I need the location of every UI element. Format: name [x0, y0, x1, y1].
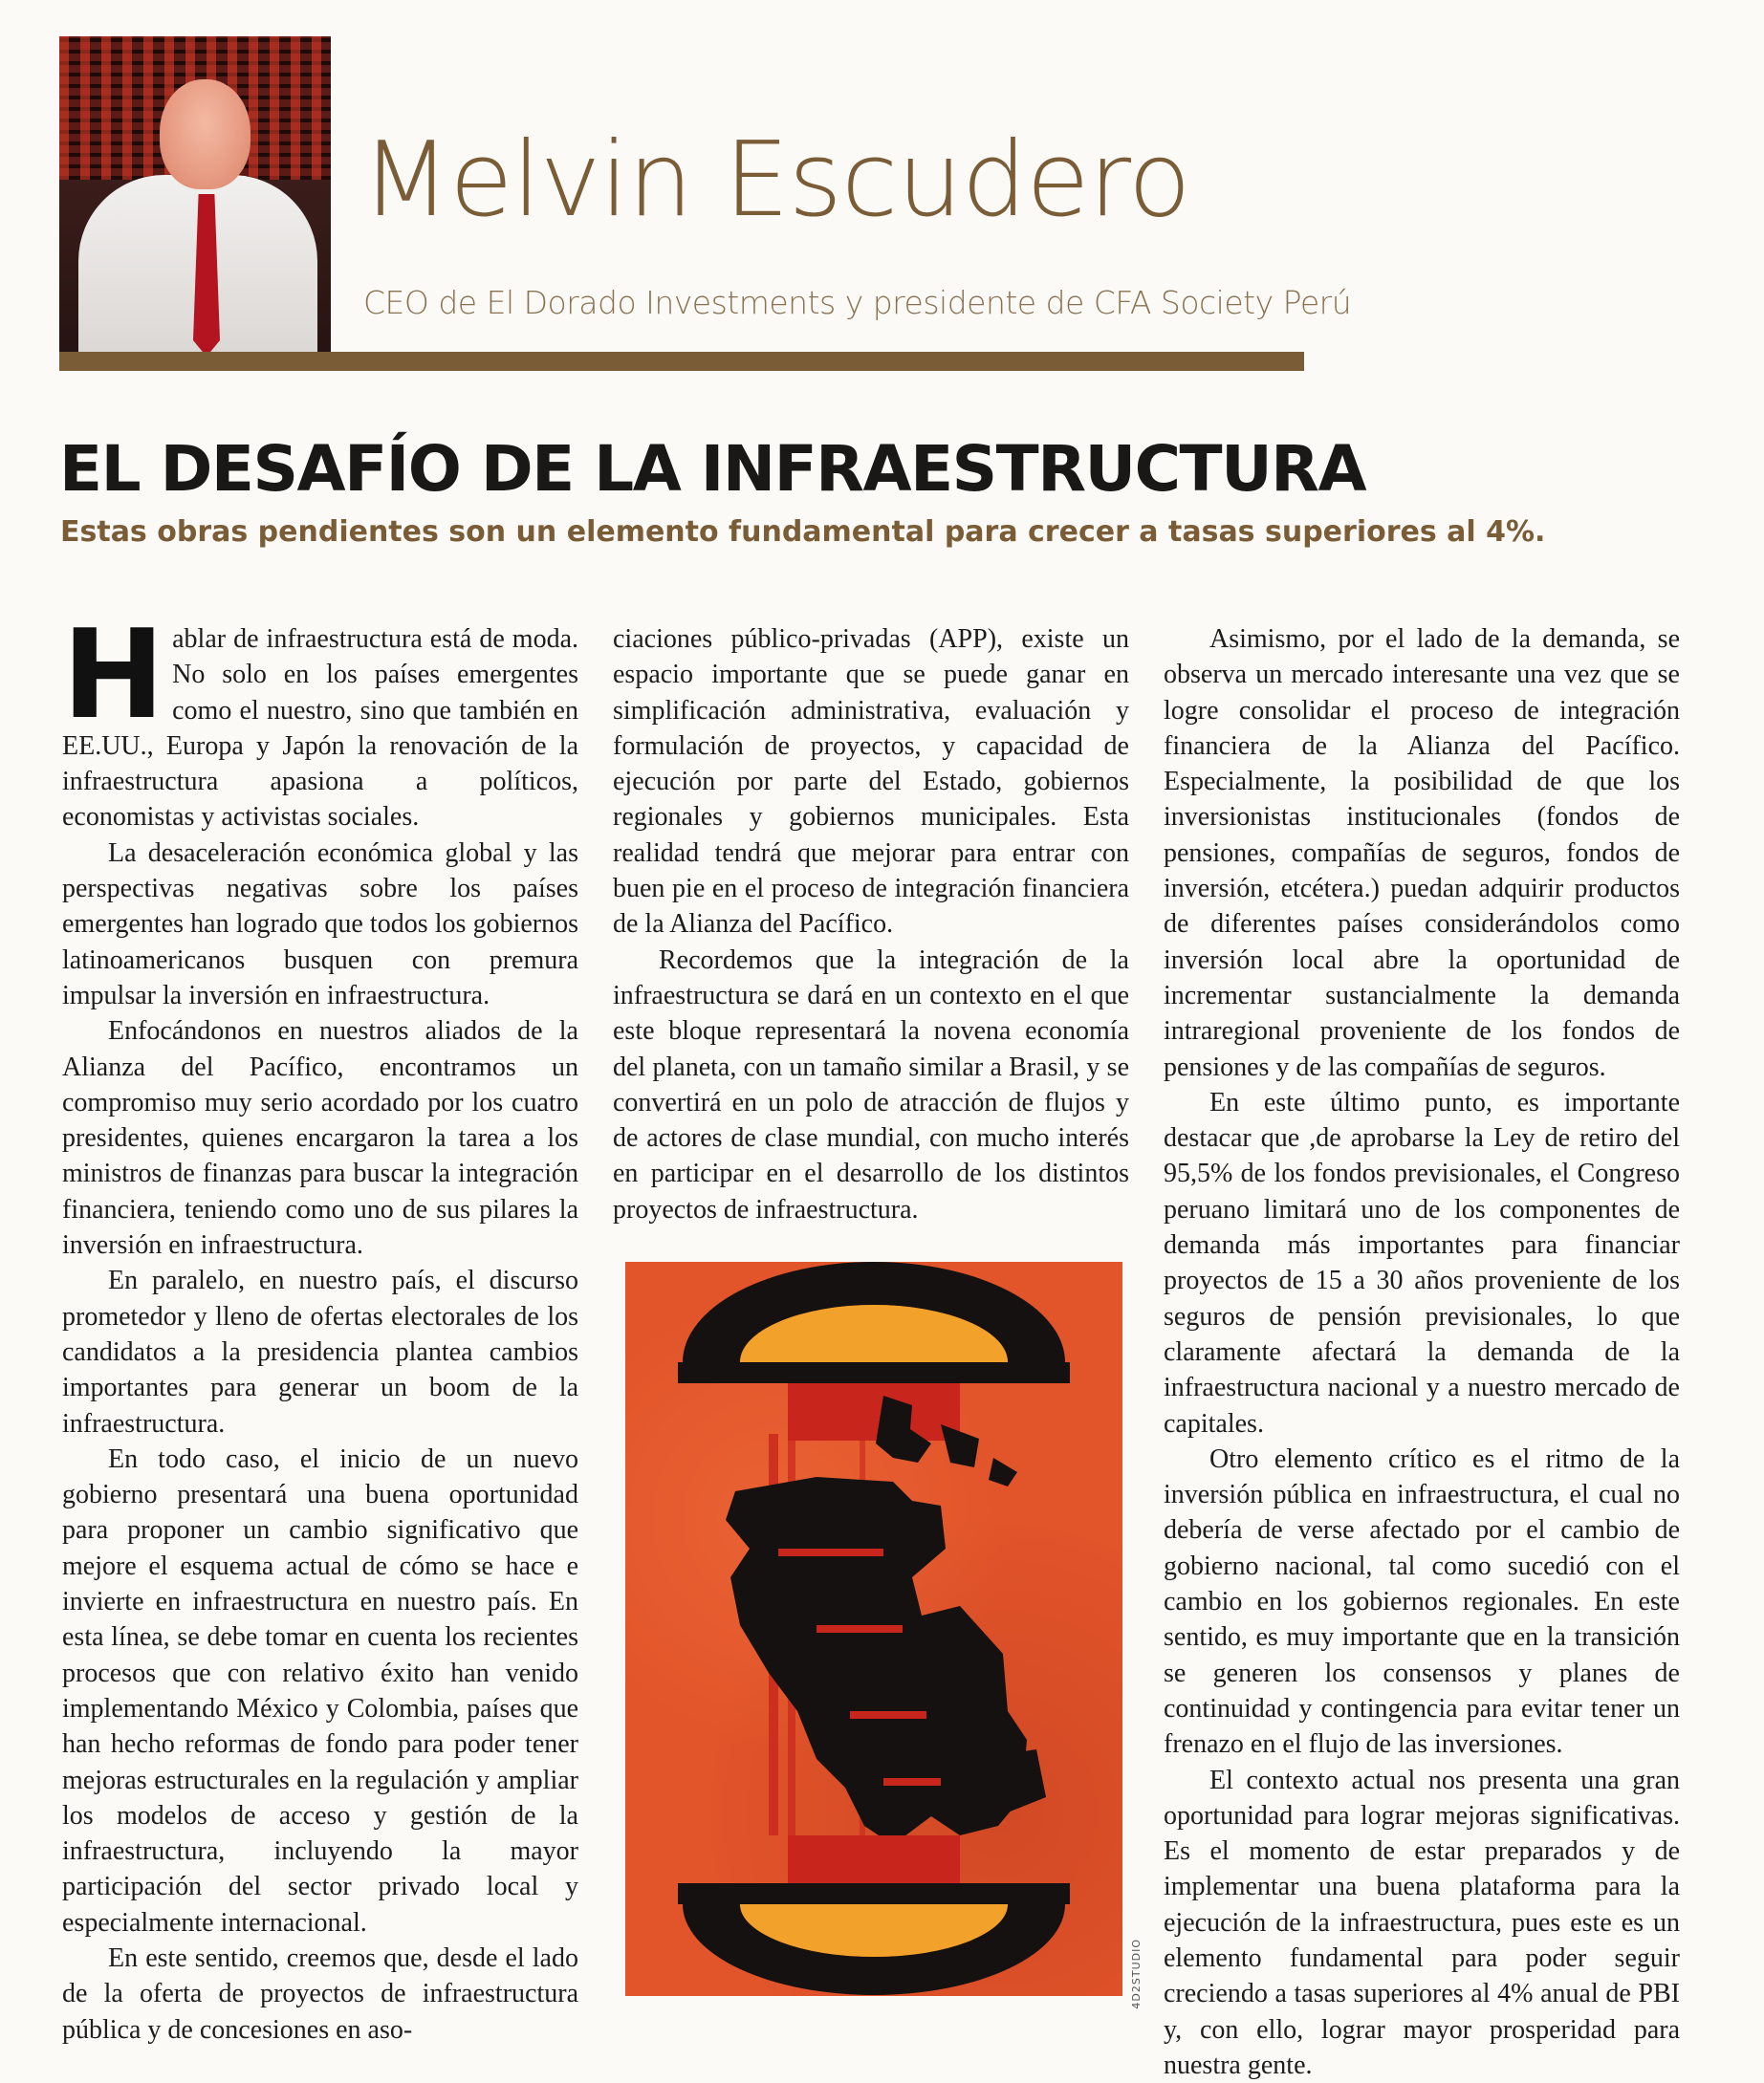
paragraph: Hablar de infraestructura está de moda. No solo en los países emergentes como el nuestro, sino que también en EE.UU., Europa y Japón la renovación de la infraestructura apasiona a políticos, economistas y activistas sociales.	[62, 621, 578, 835]
paragraph: En este último punto, es importante destacar que ,de aprobarse la Ley de retiro del 95,5% de los fondos previsionales, el Congreso peruano limitará uno de los componentes de demanda más importantes para financiar proyectos de 15 a 30 años proveniente de los seguros de pensión previsionales, lo que claramente afectará la demanda de la infraestructura nacional y a nuestro mercado de capitales.	[1164, 1085, 1680, 1442]
author-name: Melvin Escudero	[361, 129, 1190, 232]
paragraph: Enfocándonos en nuestros aliados de la Alianza del Pacífico, encontramos un compromiso muy serio acordado por los cuatro presidentes, quienes encargaron la tarea a los ministros de finanzas para buscar la integración financiera, teniendo como uno de sus pilares la inversión en infraestructura.	[62, 1013, 578, 1263]
author-head	[160, 79, 250, 189]
paragraph: En este sentido, creemos que, desde el lado de la oferta de proyectos de infraestructura pública y de concesiones en aso-	[62, 1941, 578, 2048]
article-column-3	[1164, 621, 1680, 2083]
article-title: EL DESAFÍO DE LA INFRAESTRUCTURA	[59, 438, 1365, 501]
article-column-1	[62, 621, 578, 2048]
author-role: CEO de El Dorado Investments y presidente de CFA Society Perú	[363, 287, 1351, 318]
map-illustration-graphic	[625, 1262, 1122, 1996]
illustration	[625, 1262, 1122, 1996]
illustration-credit: 4D2STUDIO	[1130, 1939, 1143, 2009]
paragraph: En paralelo, en nuestro país, el discurso prometedor y lleno de ofertas electorales de los candidatos a la presidencia plantea cambios importantes para generar un boom de la infraestructura.	[62, 1263, 578, 1441]
paragraph: Recordemos que la integración de la infraestructura se dará en un contexto en el que este bloque representará la novena economía del planeta, con un tamaño similar a Brasil, y se convertirá en un polo de atracción de flujos y de actores de clase mundial, con mucho interés en participar en el desarrollo de los distintos proyectos de infraestructura.	[613, 943, 1129, 1227]
header-rule	[59, 352, 1304, 371]
article-subtitle: Estas obras pendientes son un elemento fundamental para crecer a tasas superiores al 4%.	[60, 518, 1545, 547]
paragraph: El contexto actual nos presenta una gran oportunidad para lograr mejoras significativas. Es el momento de estar preparados y de implementar una buena plataforma para la ejecución de la infraestructura, pues este es un elemento fundamental para poder seguir creciendo a tasas superiores al 4% anual de PBI y, con ello, lograr mayor prosperidad para nuestra gente.	[1164, 1763, 1680, 2083]
paragraph: Asimismo, por el lado de la demanda, se observa un mercado interesante una vez que se logre consolidar el proceso de integración financiera de la Alianza del Pacífico. Especialmente, la posibilidad de que los inversionistas institucionales (fondos de pensiones, compañías de seguros, fondos de inversión, etcétera.) puedan adquirir productos de diferentes países considerándolos como inversión local abre la oportunidad de incrementar sustancialmente la demanda intraregional proveniente de los fondos de pensiones y de las compañías de seguros.	[1164, 621, 1680, 1085]
article-column-2	[613, 621, 1129, 1227]
paragraph: ciaciones público-privadas (APP), existe un espacio importante que se puede ganar en simplificación administrativa, evaluación y formulación de proyectos, y capacidad de ejecución por parte del Estado, gobiernos regionales y gobiernos municipales. Esta realidad tendrá que mejorar para entrar con buen pie en el proceso de integración financiera de la Alianza del Pacífico.	[613, 621, 1129, 943]
drop-cap: H	[62, 626, 164, 726]
paragraph: La desaceleración económica global y las perspectivas negativas sobre los países emergentes han logrado que todos los gobiernos latinoamericanos busquen con premura impulsar la inversión en infraestructura.	[62, 835, 578, 1013]
paragraph: Otro elemento crítico es el ritmo de la inversión pública en infraestructura, el cual no debería de verse afectado por el cambio de gobierno nacional, tal como sucedió con el cambio en los gobiernos regionales. En este sentido, es muy importante que en la transición se generen los consensos y planes de continuidad y contingencia para evitar tener un frenazo en el flujo de las inversiones.	[1164, 1442, 1680, 1763]
paragraph: En todo caso, el inicio de un nuevo gobierno presentará una buena oportunidad para proponer un cambio significativo que mejore el esquema actual de cómo se hace e invierte en infraestructura en nuestro país. En esta línea, se debe tomar en cuenta los recientes procesos que con relativo éxito han venido implementando México y Colombia, países que han hecho reformas de fondo para poder tener mejoras estructurales en la regulación y ampliar los modelos de acceso y gestión de la infraestructura, incluyendo la mayor participación del sector privado local y especialmente internacional.	[62, 1442, 578, 1941]
author-photo	[59, 36, 331, 352]
